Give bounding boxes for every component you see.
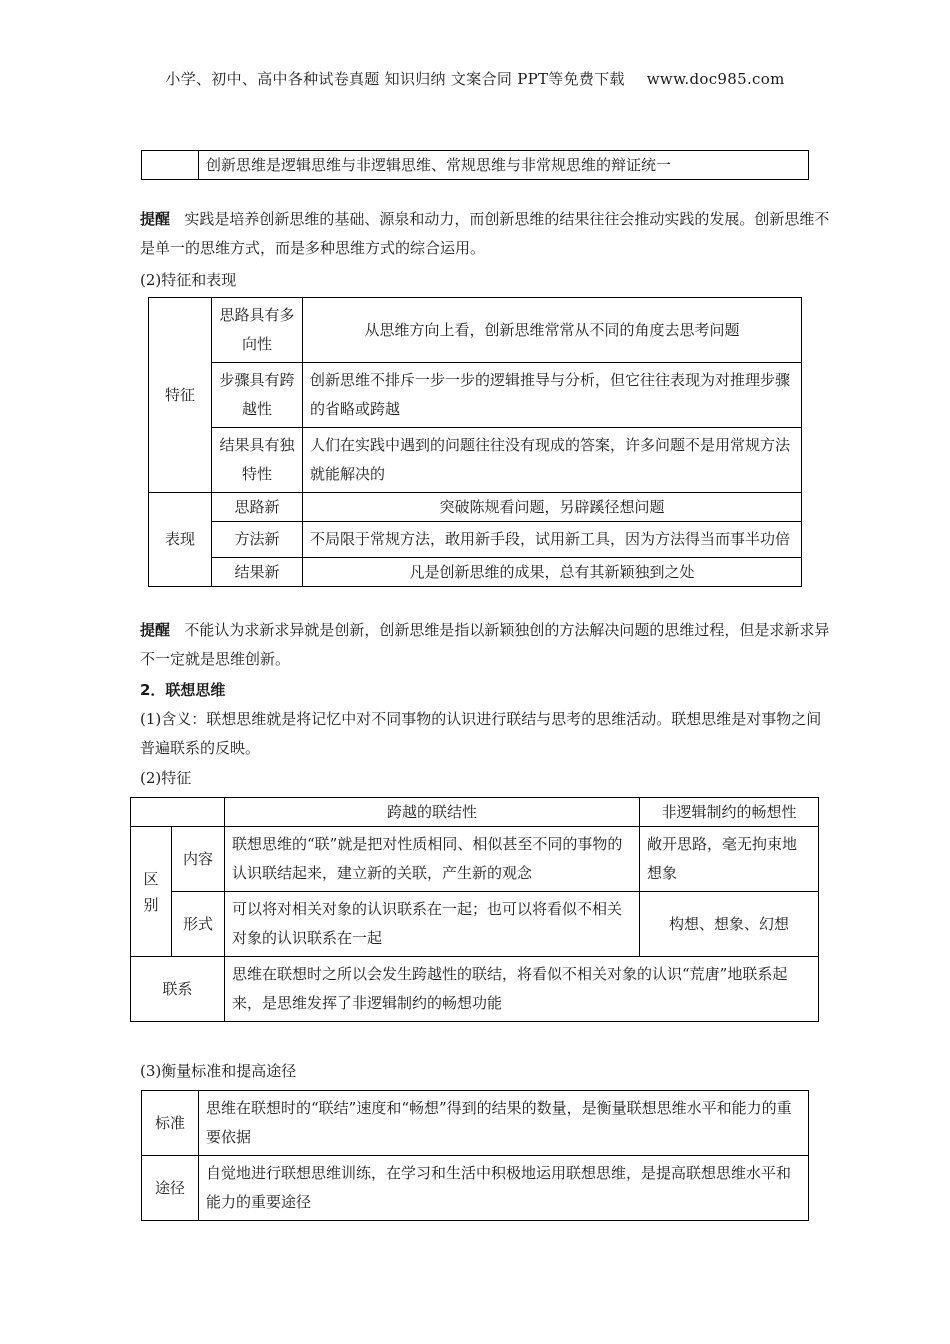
section-measure-title: (3)衡量标准和提高途径 (140, 1062, 297, 1080)
traits-link-text: 思维在联想时之所以会发生跨越性的联结，将看似不相关对象的认识“荒唐”地联系起来，是思维发挥了非逻辑制约的畅想功能 (225, 957, 819, 1022)
top-table-empty-cell (142, 151, 199, 180)
traits-corner-cell (131, 798, 225, 827)
table-row (142, 1091, 809, 1156)
table-row (149, 428, 802, 493)
feature-name: 结果新 (212, 558, 303, 587)
measure-table (141, 1090, 809, 1221)
traits-table (130, 797, 819, 1022)
header-text: 小学、初中、高中各种试卷真题 知识归纳 文案合同 PPT等免费下载 (165, 70, 625, 88)
traits-content-col1: 联想思维的“联”就是把对性质相同、相似甚至不同的事物的认识联结起来，建立新的关联，产生新的观念 (225, 827, 640, 892)
table-row (149, 298, 802, 363)
tip-2-label: 提醒 (140, 621, 171, 639)
traits-link-label: 联系 (131, 957, 225, 1022)
tip-2 (140, 616, 830, 674)
table-row (142, 1156, 809, 1221)
measure-way-text: 自觉地进行联想思维训练，在学习和生活中积极地运用联想思维，是提高联想思维水平和能力的重要途径 (199, 1156, 809, 1221)
measure-std-text: 思维在联想时的“联结”速度和“畅想”得到的结果的数量，是衡量联想思维水平和能力的重要依据 (199, 1091, 809, 1156)
feature-name: 方法新 (212, 522, 303, 558)
traits-content-label: 内容 (172, 827, 225, 892)
top-table (141, 150, 809, 180)
traits-form-label: 形式 (172, 892, 225, 957)
measure-std-label: 标准 (142, 1091, 199, 1156)
feature-desc: 创新思维不排斥一步一步的逻辑推导与分析，但它往往表现为对推理步骤的省略或跨越 (303, 363, 802, 428)
feature-name: 步骤具有跨越性 (212, 363, 303, 428)
group-manifestation: 表现 (149, 493, 212, 587)
header-url[interactable]: www.doc985.com (646, 70, 785, 88)
tip-1-label: 提醒 (140, 210, 171, 228)
top-table-text: 创新思维是逻辑思维与非逻辑思维、常规思维与非常规思维的辩证统一 (199, 151, 809, 180)
feature-name: 结果具有独特性 (212, 428, 303, 493)
table-row (131, 798, 819, 827)
traits-diff-label: 区别 (131, 827, 172, 957)
feature-desc: 凡是创新思维的成果，总有其新颖独到之处 (303, 558, 802, 587)
traits-form-col2: 构想、想象、幻想 (640, 892, 819, 957)
tip-2-text: 不能认为求新求异就是创新，创新思维是指以新颖独创的方法解决问题的思维过程，但是求新求异不一定就是思维创新。 (140, 621, 830, 668)
section-2-title: 2．联想思维 (140, 681, 226, 699)
feature-desc: 从思维方向上看，创新思维常常从不同的角度去思考问题 (303, 298, 802, 363)
page-header (0, 68, 950, 89)
group-features: 特征 (149, 298, 212, 493)
table-row (149, 493, 802, 522)
feature-desc: 人们在实践中遇到的问题往往没有现成的答案，许多问题不是用常规方法就能解决的 (303, 428, 802, 493)
traits-col-header: 非逻辑制约的畅想性 (640, 798, 819, 827)
measure-way-label: 途径 (142, 1156, 199, 1221)
feature-name: 思路新 (212, 493, 303, 522)
table-row (131, 957, 819, 1022)
table-row (149, 363, 802, 428)
traits-form-col1: 可以将对相关对象的认识联系在一起；也可以将看似不相关对象的认识联系在一起 (225, 892, 640, 957)
section-features-title: (2)特征和表现 (140, 271, 237, 289)
features-table (148, 297, 802, 587)
tip-1-text: 实践是培养创新思维的基础、源泉和动力，而创新思维的结果往往会推动实践的发展。创新思维不是单一的思维方式，而是多种思维方式的综合运用。 (140, 210, 830, 257)
section-traits-title: (2)特征 (140, 769, 192, 787)
table-row (149, 558, 802, 587)
feature-name: 思路具有多向性 (212, 298, 303, 363)
table-row (131, 827, 819, 892)
feature-desc: 不局限于常规方法，敢用新手段，试用新工具，因为方法得当而事半功倍 (303, 522, 802, 558)
meaning-paragraph: (1)含义：联想思维就是将记忆中对不同事物的认识进行联结与思考的思维活动。联想思维是对事物之间普遍联系的反映。 (140, 710, 822, 757)
table-row (149, 522, 802, 558)
traits-content-col2: 敞开思路，毫无拘束地想象 (640, 827, 819, 892)
table-row (131, 892, 819, 957)
traits-col-header: 跨越的联结性 (225, 798, 640, 827)
feature-desc: 突破陈规看问题，另辟蹊径想问题 (303, 493, 802, 522)
tip-1 (140, 205, 830, 263)
